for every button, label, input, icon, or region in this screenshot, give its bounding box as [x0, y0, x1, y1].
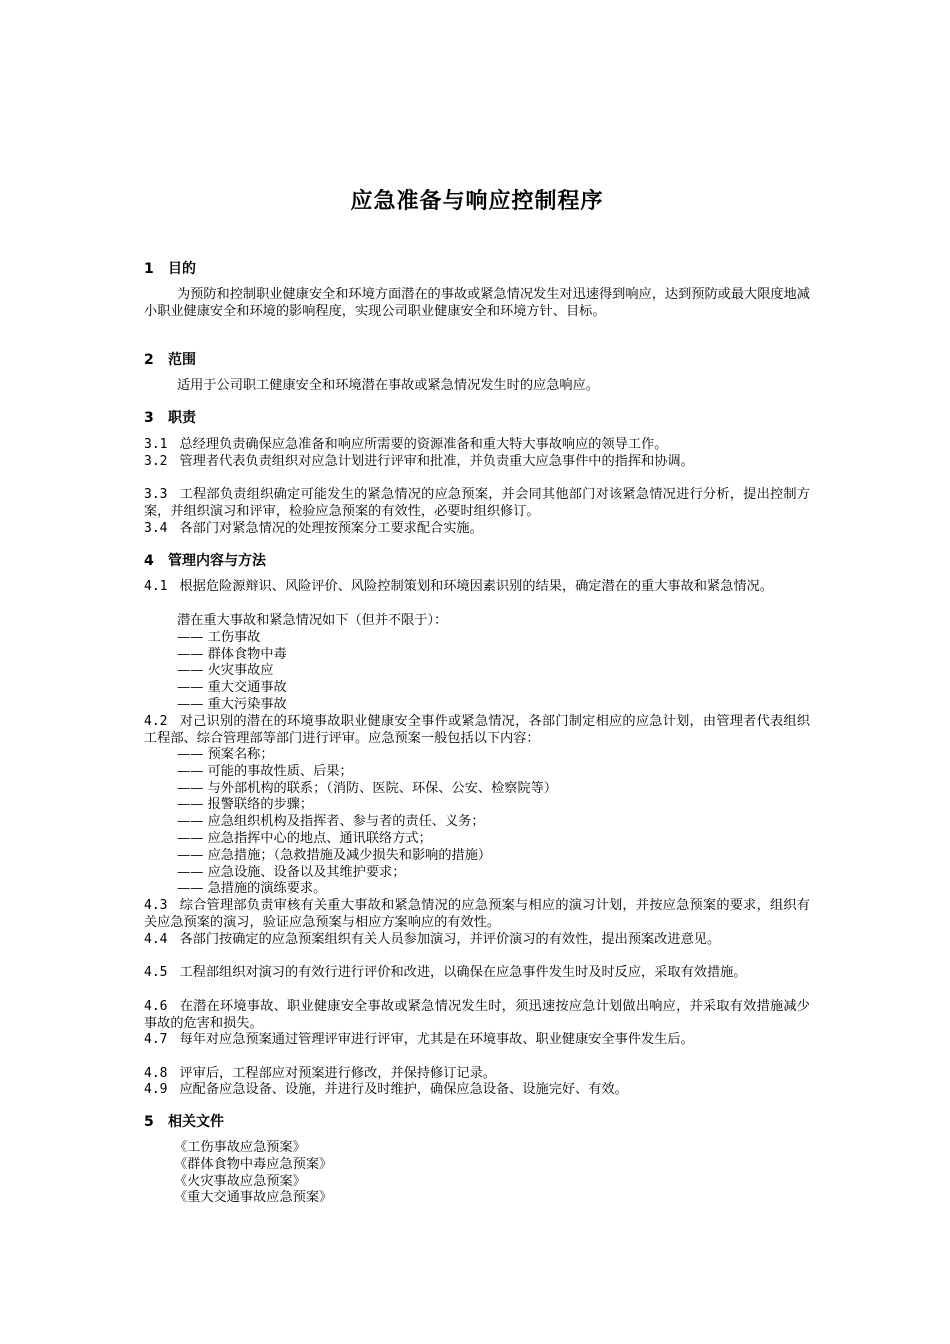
section-number: 3 — [144, 410, 154, 426]
section-2-heading — [144, 349, 196, 369]
section-1-heading — [144, 258, 196, 278]
list-item: —— 应急措施；（急救措施及减少损失和影响的措施） — [177, 847, 492, 863]
list-item: —— 报警联络的步骤； — [177, 797, 314, 813]
list-item: —— 急措施的演练要求。 — [177, 881, 327, 897]
document-title: 应急准备与响应控制程序 — [350, 189, 604, 214]
section-number: 2 — [144, 352, 154, 368]
list-item: —— 重大交通事故 — [177, 680, 287, 696]
list-item: —— 与外部机构的联系；（消防、医院、环保、公安、检察院等） — [177, 780, 558, 796]
item-3-3: 3.3 工程部负责组织确定可能发生的紧急情况的应急预案，并会同其他部门对该紧急情况进行分析，提出控制方案，并组织演习和评审，检验应急预案的有效性，必要时组织修订。 — [144, 487, 810, 519]
list-item: —— 应急组织机构及指挥者、参与者的责任、义务； — [177, 814, 485, 830]
list-item: —— 应急指挥中心的地点、通讯联络方式； — [177, 830, 432, 846]
hazard-list — [177, 613, 447, 714]
item-4-2: 4.2 对己识别的潜在的环境事故职业健康安全事件或紧急情况，各部门制定相应的应急计划，由管理者代表组织工程部、综合管理部等部门进行评审。应急预案一般包括以下内容： — [144, 714, 810, 746]
document-reference: 《火灾事故应急预案》 — [174, 1173, 306, 1189]
item-4-3: 4.3 综合管理部负责审核有关重大事故和紧急情况的应急预案与相应的演习计划，并按应急预案的要求，组织有关应急预案的演习，验证应急预案与相应方案响应的有效性。 — [144, 898, 810, 930]
section-title: 相关文件 — [168, 1114, 224, 1130]
list-item: —— 可能的事故性质、后果； — [177, 763, 353, 779]
list-item: —— 火灾事故应 — [177, 663, 274, 679]
section-5-heading — [144, 1111, 224, 1131]
item-4-6: 4.6 在潜在环境事故、职业健康安全事故或紧急情况发生时，须迅速按应急计划做出响应，并采取有效措施减少事故的危害和损失。 — [144, 999, 810, 1031]
document-reference: 《重大交通事故应急预案》 — [174, 1190, 333, 1206]
list-intro: 潜在重大事故和紧急情况如下（但并不限于）： — [177, 613, 448, 628]
section-title: 目的 — [168, 261, 196, 277]
list-item: —— 群体食物中毒 — [177, 646, 287, 662]
list-item: —— 重大污染事故 — [177, 696, 287, 712]
section-number: 1 — [144, 261, 154, 277]
section-title: 范围 — [168, 352, 196, 368]
item-3-2: 3.2 管理者代表负责组织对应急计划进行评审和批准，并负责重大应急事件中的指挥和协调。 — [144, 454, 694, 469]
section-4-heading — [144, 550, 266, 570]
item-4-7: 4.7 每年对应急预案通过管理评审进行评审，尤其是在环境事故、职业健康安全事件发生后。 — [144, 1032, 694, 1047]
list-item: —— 应急设施、设备以及其维护要求； — [177, 864, 406, 880]
document-reference: 《群体食物中毒应急预案》 — [174, 1156, 333, 1172]
list-item: —— 工伤事故 — [177, 629, 261, 645]
item-3-4: 3.4 各部门对紧急情况的处理按预案分工要求配合实施。 — [144, 521, 483, 536]
section-title: 职责 — [168, 410, 196, 426]
item-4-1: 4.1 根据危险源辩识、风险评价、风险控制策划和环境因素识别的结果，确定潜在的重大事故和紧急情况。 — [144, 579, 773, 594]
section-3-heading — [144, 407, 196, 427]
item-4-5: 4.5 工程部组织对演习的有效行进行评价和改进，以确保在应急事件发生时及时反应，采取有效措施。 — [144, 965, 747, 980]
section-number: 5 — [144, 1114, 154, 1130]
plan-contents-list — [177, 747, 557, 898]
item-4-4: 4.4 各部门按确定的应急预案组织有关人员参加演习，并评价演习的有效性，提出预案改进意见。 — [144, 932, 721, 947]
item-4-9: 4.9 应配备应急设备、设施，并进行及时维护，确保应急设备、设施完好、有效。 — [144, 1082, 628, 1097]
list-item: —— 预案名称； — [177, 747, 274, 762]
related-documents-list — [174, 1140, 332, 1207]
item-4-8: 4.8 评审后，工程部应对预案进行修改，并保持修订记录。 — [144, 1066, 496, 1081]
section-number: 4 — [144, 553, 154, 569]
section-2-text: 适用于公司职工健康安全和环境潜在事故或紧急情况发生时的应急响应。 — [177, 378, 599, 393]
section-title: 管理内容与方法 — [168, 553, 266, 569]
item-3-1: 3.1 总经理负责确保应急准备和响应所需要的资源准备和重大特大事故响应的领导工作。 — [144, 437, 668, 452]
document-reference: 《工伤事故应急预案》 — [174, 1140, 306, 1155]
section-1-text: 为预防和控制职业健康安全和环境方面潜在的事故或紧急情况发生对迅速得到响应，达到预防或最大限度地减小职业健康安全和环境的影响程度，实现公司职业健康安全和环境方针、目标。 — [144, 287, 810, 319]
